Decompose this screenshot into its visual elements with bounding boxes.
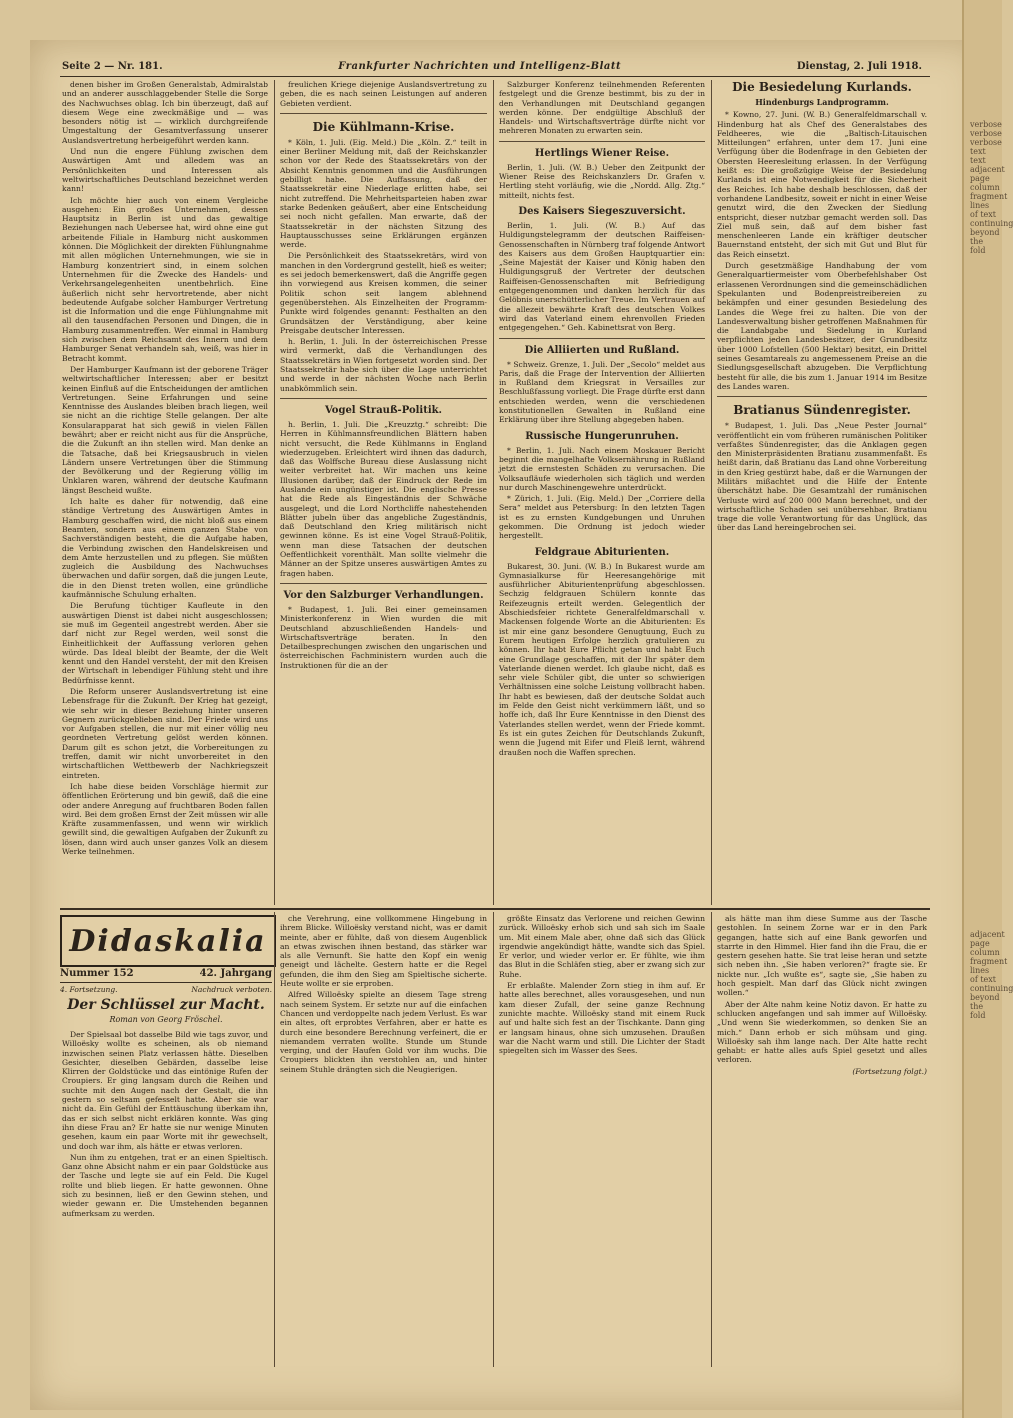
paragraph: Bukarest, 30. Juni. (W. B.) In Bukarest wurde am Gymnasialkurse für Heeresangehörige mit ausführlicher Abiturientenprüfung abgeschlossen. Sechzig feldgrauen Schülern konnte das Reifezeugnis erteilt werden. Gelegentlich der Abschiedsfeier richtete Generalfeldmarschall v. Mackensen folgende Worte an die Abiturienten: Es ist mir eine ganz besondere Genugtuung, Euch zu Eurem heutigen Erfolge herzlich gratulieren zu können. Ihr habt Eure Pflicht getan und habt Euch eine Grundlage geschaffen, mit der Ihr später dem Vaterlande dienen werdet. Ich glaube nicht, daß es sehr viele Schüler gibt, die unter so schwierigen Verhältnissen eine solche Leistung vollbracht haben. Ihr habt es bewiesen, daß der deutsche Soldat auch im Felde den Geist nicht verkümmern läßt, und so hoffe ich, daß Ihr Eure Kenntnisse in den Dienst des Vaterlandes stellen werdet, wenn der Friede kommt. Es ist ein gutes Zeichen für Deutschlands Zukunft, wenn die Jugend mit Eifer und Fleiß lernt, während draußen noch die Waffen sprechen. <box>499 561 705 757</box>
column-rule <box>493 80 494 905</box>
newspaper-name: Frankfurter Nachrichten und Intelligenz-Blatt <box>338 60 622 72</box>
paragraph: Salzburger Konferenz teilnehmenden Referenten festgelegt und die Grenze bestimmt, bis zu der in den Verhandlungen mit Deutschland gegangen werden könne. Der endgültige Abschluß der Handels- und Wirtschaftsverträge dürfte nicht vor mehreren Monaten zu erwarten sein. <box>499 80 705 136</box>
adjacent-page-edge: verbose verbose verbose text text adjacent page column fragment lines of text continuing beyond the fold adjacent page column fragment lines of text continuing beyond the fold <box>962 0 1002 1418</box>
masthead-info <box>60 968 272 979</box>
paragraph: * Köln, 1. Juli. (Eig. Meld.) Die „Köln. Z.“ teilt in einer Berliner Meldung mit, daß der Reichskanzler schon vor der Rede des Staatssekretärs von der Absicht Kenntnis genommen und die Ausführungen gebilligt habe. Die Auffassung, daß der Staatssekretär eine Niederlage erlitten habe, sei nicht zutreffend. Die Mehrheitsparteien haben zwar starke Bedenken geäußert, aber eine Entscheidung sei noch nicht gefallen. Man erwarte, daß der Staatssekretär in der nächsten Sitzung des Hauptausschusses seine Erklärungen ergänzen werde. <box>280 137 487 250</box>
headline-kuehlmann-krise: Die Kühlmann-Krise. <box>312 119 455 134</box>
paragraph: * Zürich, 1. Juli. (Eig. Meld.) Der „Corriere della Sera“ meldet aus Petersburg: In den letzten Tagen ist es zu ernsten Kundgebungen und Unruhen gekommen. Die Ordnung ist jedoch wieder hergestellt. <box>499 494 705 541</box>
subheadline: Hindenburgs Landprogramm. <box>755 97 889 107</box>
paragraph: Aber der Alte nahm keine Notiz davon. Er hatte zu schlucken angefangen und sah immer auf Willoësky. „Und wenn Sie wiederkommen, so denken Sie an mich.“ Dann erhob er sich mühsam und ging. Willoësky sah ihm lange nach. Der Alte hatte recht gehabt: er hatte alles aufs Spiel gesetzt und alles verloren. <box>717 999 927 1065</box>
column-rule <box>274 912 275 1367</box>
headline-salzburger: Vor den Salzburger Verhandlungen. <box>283 589 484 601</box>
serial-meta <box>60 985 272 994</box>
paragraph: Alfred Willoësky spielte an diesem Tage streng nach seinem System. Er setzte nur auf die einfachen Chancen und verdoppelte nach jedem Verlust. Es war ein altes, oft erprobtes Verfahren, aber er hatte es durch eine besondere Berechnung verfeinert, die er niemandem verraten wollte. Stunde um Stunde verging, und der Haufen Gold vor ihm wuchs. Die Croupiers blickten ihn verstohlen an, und hinter seinem Stuhle drängten sich die Neugierigen. <box>280 990 487 1074</box>
didaskalia-masthead: Didaskalia <box>60 915 276 967</box>
separator <box>280 113 487 114</box>
headline-vogel-strauss: Vogel Strauß-Politik. <box>324 404 443 416</box>
headline-kaiser: Des Kaisers Siegeszuversicht. <box>518 205 686 217</box>
feuilleton-column-2 <box>280 914 487 1368</box>
separator <box>717 396 927 397</box>
installment: 4. Fortsetzung. <box>60 985 118 994</box>
feuilleton-column-4 <box>717 914 927 1368</box>
paragraph: als hätte man ihm diese Summe aus der Tasche gestohlen. In seinem Zorne war er in den Park gegangen, hatte sich auf eine Bank geworfen und starrte in den Himmel. Hier fand ihn die Frau, die er gestern gesehen hatte. Sie trat leise heran und setzte sich neben ihn. „Sie haben verloren?“ fragte sie. Er nickte nur. „Ich wußte es“, sagte sie, „Sie haben zu hoch gespielt. Man darf das Glück nicht zwingen wollen.“ <box>717 914 927 998</box>
paragraph: Und nun die engere Fühlung zwischen dem Auswärtigen Amt und alledem was an Persönlichkeiten und Interessen als weltwirtschaftliches Deutschland bezeichnet werden kann! <box>62 147 268 194</box>
separator <box>499 338 705 339</box>
issue-date: Dienstag, 2. Juli 1918. <box>796 60 922 72</box>
article-column-1 <box>62 80 268 902</box>
paragraph: * Budapest, 1. Juli. Das „Neue Pester Journal“ veröffentlicht ein vom früheren rumänischen Politiker verfaßtes Sündenregister, das die Anklagen gegen den Ministerpräsidenten Bratianu zusammenfaßt. Es heißt darin, daß Bratianu das Land ohne Vorbereitung in den Krieg gestürzt habe, daß er die Warnungen der Militärs mißachtet und die Hilfe der Entente überschätzt habe. Die Gesamtzahl der rumänischen Verluste wird auf 200 000 Mann berechnet, und der wirtschaftliche Schaden sei unübersehbar. Bratianu trage die volle Verantwortung für das Unglück, das über das Land hereingebrochen sei. <box>717 421 927 533</box>
page-number: Seite 2 — Nr. 181. <box>62 60 163 72</box>
paragraph: che Verehrung, eine vollkommene Hingebung in ihrem Blicke. Willoësky verstand nicht, was er damit meinte, aber er fühlte, daß von diesem Augenblick an etwas zwischen ihnen bestand, das stärker war als alle Vernunft. Sie hatte den Kopf ein wenig geneigt und lächelte. Gestern hatte er die Regel gefunden, die ihm den Sieg am Spieltische sicherte. Heute wollte er sie erproben. <box>280 914 487 989</box>
serial-author: Roman von Georg Fröschel. <box>109 1015 223 1024</box>
paragraph: Ich habe diese beiden Vorschläge hiermit zur öffentlichen Erörterung und bin gewiß, daß die eine oder andere Anregung auf fruchtbaren Boden fallen wird. Bei dem großen Ernst der Zeit müssen wir alle Kräfte zusammenfassen, und wenn wir wirklich gewillt sind, die gewaltigen Aufgaben der Zukunft zu lösen, dann wird auch unser ganzes Volk an diesem Werke teilnehmen. <box>62 781 268 857</box>
paragraph: denen bisher im Großen Generalstab, Admiralstab und an anderer ausschlaggebender Stelle die Sorge des Nachwuchses oblag. Ich bin überzeugt, daß auf diesem Wege eine zweckmäßige und — was besonders nötig ist — wirklich durchgreifende Umgestaltung der Gesamtverfassung unserer Auslandsvertretung herbeigeführt werden kann. <box>62 80 268 145</box>
article-column-2 <box>280 80 487 902</box>
column-rule <box>711 912 712 1367</box>
masthead-rule <box>60 982 272 983</box>
headline-alliierte: Die Alliierten und Rußland. <box>524 344 680 356</box>
paragraph: Berlin, 1. Juli. (W. B.) Auf das Huldigungstelegramm der deutschen Raiffeisen-Genossenschaften in Nürnberg traf folgende Antwort des Kaisers aus dem Großen Hauptquartier ein: „Seine Majestät der Kaiser und König haben den Huldigungsgruß der Vertreter der deutschen Raiffeisen-Genossenschaften mit Befriedigung entgegengenommen und danken herzlich für das Gelöbnis unerschütterlicher Treue. Im Vertrauen auf die allezeit bewährte Kraft des deutschen Volkes wird das Vaterland einem ehrenvollen Frieden entgegengehen.“ Geh. Kabinettsrat von Berg. <box>499 220 705 333</box>
reprint-notice: Nachdruck verboten. <box>191 985 272 994</box>
running-header <box>62 58 922 74</box>
paragraph: Ich möchte hier auch von einem Vergleiche ausgehen: Ein großes Unternehmen, dessen Hauptsitz in Berlin ist und das gewaltige Beziehungen nach Uebersee hat, wird ohne eine gut arbeitende Filiale in Hamburg nicht auskommen können. Die Möglichkeit der direkten Fühlungnahme mit allen möglichen Unternehmungen, wie sie in Hamburg konzentriert sind, in einem solchen Unternehmen für die Zwecke des Handels- und Verkehrsangelegenheiten unentbehrlich. Eine äußerlich nicht sehr hervortretende, aber nicht bedeutende Aufgabe solcher Hamburger Vertretung ist die Information und die enge Fühlungnahme mit all den tausendfachen Personen und Dingen, die in Hamburg zusammentreffen. Wer einmal in Hamburg sich zwischen dem Reichsamt des Innern und dem Hamburger Senat verhandeln sah, weiß, was hier in Betracht kommt. <box>62 195 268 363</box>
paragraph: Berlin, 1. Juli. (W. B.) Ueber den Zeitpunkt der Wiener Reise des Reichskanzlers Dr. Grafen v. Hertling steht vorläufig, wie die „Nordd. Allg. Ztg.“ mitteilt, nichts fest. <box>499 162 705 200</box>
headline-bratianu: Bratianus Sündenregister. <box>733 403 911 418</box>
paragraph: Er erblaßte. Malender Zorn stieg in ihm auf. Er hatte alles berechnet, alles vorausgesehen, und nun kam dieser Zufall, der seine ganze Rechnung zunichte machte. Willoësky stand mit einem Ruck auf und halte sich fest an der Tischkante. Dann ging er langsam hinaus, ohne sich umzusehen. Draußen war die Nacht warm und still. Die Lichter der Stadt spiegelten sich im Wasser des Sees. <box>499 981 705 1056</box>
paragraph: größte Einsatz das Verlorene und reichen Gewinn zurück. Willoësky erhob sich und sah sich im Saale um. Mit einem Male aber, ohne daß sich das Glück irgendwie angekündigt hätte, wandte sich das Spiel. Er verlor, und wieder verlor er. Er fühlte, wie ihm das Blut in die Schläfen stieg, aber er zwang sich zur Ruhe. <box>499 914 705 979</box>
column-rule <box>493 912 494 1367</box>
serial-title: Der Schlüssel zur Macht. <box>67 997 265 1013</box>
continuation-note: (Fortsetzung folgt.) <box>852 1066 927 1076</box>
column-rule <box>274 80 275 905</box>
feuilleton-column-3 <box>499 914 705 1368</box>
article-column-4 <box>717 80 927 902</box>
column-rule <box>711 80 712 905</box>
paragraph: Ich halte es daher für notwendig, daß eine ständige Vertretung des Auswärtigen Amtes in Hamburg geschaffen wird, die nicht bloß aus einem Beamten, sondern aus einem ganzen Stabe von Sachverständigen besteht, die die Aufgabe haben, die Verbindung zwischen den Handelskreisen und dem Amte herzustellen und zu pflegen. Sie müßten zugleich die Ausbildung des Nachwuchses überwachen und dafür sorgen, daß die jungen Leute, die in den Dienst treten wollen, eine gründliche kaufmännische Schulung erhalten. <box>62 497 268 600</box>
separator <box>280 583 487 584</box>
volume-year: 42. Jahrgang <box>199 968 272 979</box>
paragraph: Die Reform unserer Auslandsvertretung ist eine Lebensfrage für die Zukunft. Der Krieg hat gezeigt, wie sehr wir in dieser Beziehung hinter unseren Gegnern zurückgeblieben sind. Der Friede wird uns vor Aufgaben stellen, die nur mit einer völlig neu geordneten Vertretung gelöst werden können. Darum gilt es schon jetzt, die Vorbereitungen zu treffen, damit wir nicht unvorbereitet in den wirtschaftlichen Wettbewerb der Nachkriegszeit eintreten. <box>62 687 268 780</box>
paragraph: Durch gesetzmäßige Handhabung der vom Generalquartiermeister vom Oberbefehlshaber Ost erlassenen Verordnungen sind die gemeinschädlichen Spekulanten und Bodenpreistreibereien zu bekämpfen und einer gesunden Besiedelung des Landes die Wege frei zu halten. Die von der Landesverwaltung bisher getroffenen Maßnahmen für die Landabgabe und Siedelung in Kurland verpflichten jeden Landesbesitzer, der Grundbesitz über 1000 Lofstellen (500 Hektar) besitzt, ein Drittel seines Gesamtareals zu angemessenem Preise an die Siedlungsgesellschaft abzugeben. Die Verpflichtung besteht für alle, die bis zum 1. Januar 1914 im Besitze des Landes waren. <box>717 261 927 391</box>
paragraph: h. Berlin, 1. Juli. Die „Kreuzztg.“ schreibt: Die Herren in Kühlmannsfreundlichen Blättern haben nicht versucht, die Rede Kühlmanns in England wiederzugeben. Erleichtert wird ihnen das dadurch, daß das Wolffsche Bureau diese Auslassung nicht weiter verbreitet hat. Wir machen uns keine Illusionen darüber, daß der Eindruck der Rede im Auslande ein ungünstiger ist. Die englische Presse hat die Rede als Eingeständnis der Schwäche ausgelegt, und die Lord Northcliffe nahestehenden Blätter jubeln über das angebliche Zugeständnis, daß Deutschland den Krieg militärisch nicht gewinnen könne. Es ist eine Vogel Strauß-Politik, wenn man diese Tatsachen der deutschen Oeffentlichkeit vorenthält. Man sollte vielmehr die Männer an der Spitze unseres auswärtigen Amtes zu fragen haben. <box>280 419 487 578</box>
article-column-3 <box>499 80 705 902</box>
headline-kurland: Die Besiedelung Kurlands. <box>732 80 912 94</box>
headline-hungerunruhen: Russische Hungerunruhen. <box>525 430 679 442</box>
feuilleton-rule <box>60 908 930 910</box>
paragraph: freulichen Kriege diejenige Auslandsvertretung zu geben, die es nach seinen Leistungen auf anderen Gebieten verdient. <box>280 80 487 108</box>
paragraph: h. Berlin, 1. Juli. In der österreichischen Presse wird vermerkt, daß die Verhandlungen des Staatssekretärs in Wien fortgesetzt worden sind. Der Staatssekretär habe sich über die Lage unterrichtet und werde in der nächsten Woche nach Berlin unabkömmlich sein. <box>280 337 487 393</box>
paragraph: Der Hamburger Kaufmann ist der geborene Träger weltwirtschaftlicher Interessen; aber er besitzt keinen Einfluß auf die Entscheidungen der amtlichen Vertretungen. Seine Erfahrungen und seine Kenntnisse des Auslandes bleiben brach liegen, weil sie nicht an die richtige Stelle gelangen. Der alte Konsularapparat hat sich gewiß in vielen Fällen bewährt; aber er reicht nicht aus für die Ansprüche, die die Zukunft an ihn stellen wird. Man denke an die Tatsache, daß bei Kriegsausbruch in vielen Ländern unsere Vertretungen über die Stimmung der Bevölkerung und der Regierung völlig im Unklaren waren, während der deutsche Kaufmann längst Bescheid wußte. <box>62 364 268 495</box>
paragraph: Der Spielsaal bot dasselbe Bild wie tags zuvor, und Willoësky wollte es scheinen, als ob niemand inzwischen seinen Platz verlassen hätte. Dieselben Gesichter, dieselben Gebärden, dasselbe leise Klirren der Goldstücke und das eintönige Rufen der Croupiers. Er ging langsam durch die Reihen und suchte mit den Augen nach der Gestalt, die ihn gestern so seltsam gefesselt hatte. Aber sie war nicht da. Ein Gefühl der Enttäuschung überkam ihn, das er sich selbst nicht erklären konnte. Was ging ihn diese Frau an? Er hatte sie nur wenige Minuten gesehen, kaum ein paar Worte mit ihr gewechselt, und doch war ihm, als hätte er etwas verloren. <box>62 1030 268 1151</box>
paragraph: Die Persönlichkeit des Staatssekretärs, wird von manchen in den Vordergrund gestellt, hieß es weiter; es sei jedoch bemerkenswert, daß die Angriffe gegen ihn vorwiegend aus Kreisen kommen, die seiner Politik schon seit langem ablehnend gegenüberstehen. Als Einzelheiten der Programm-Punkte wird folgendes genannt: Festhalten an den Grundsätzen der Verständigung, aber keine Preisgabe deutscher Interessen. <box>280 251 487 335</box>
separator <box>499 141 705 142</box>
paragraph: Nun ihm zu entgehen, trat er an einen Spieltisch. Ganz ohne Absicht nahm er ein paar Goldstücke aus der Tasche und legte sie auf ein Feld. Die Kugel rollte und blieb liegen. Er hatte gewonnen. Ohne sich zu besinnen, ließ er den Gewinn stehen, und wieder gewann er. Die Umstehenden begannen aufmerksam zu werden. <box>62 1152 268 1218</box>
feuilleton-column-1 <box>62 1030 268 1368</box>
separator <box>280 398 487 399</box>
header-rule <box>60 76 930 77</box>
headline-hertling: Hertlings Wiener Reise. <box>534 147 670 159</box>
paragraph: * Budapest, 1. Juli. Bei einer gemeinsamen Ministerkonferenz in Wien wurden die mit Deutschland abzuschließenden Handels- und Wirtschaftsverträge beraten. In den Detailbesprechungen zwischen den ungarischen und österreichischen Fachministern wurden auch die Instruktionen für die an der <box>280 604 487 670</box>
paragraph: * Kowno, 27. Juni. (W. B.) Generalfeldmarschall v. Hindenburg hat als Chef des Generalstabes des Feldheeres, wie die „Baltisch-Litauischen Mitteilungen“ erfahren, unter dem 17. Juni eine Verfügung über die Bodenfrage in den Gebieten der Obersten Heeresleitung erlassen. In der Verfügung heißt es: Die großzügige Weise der Besiedelung Kurlands ist eine Notwendigkeit für die Sicherheit des Reiches. Ich habe deshalb beschlossen, daß der vorhandene Landbesitz, soweit er nicht in einer Weise genutzt wird, die den Zwecken der Siedlung entspricht, dieser nutzbar gemacht werden soll. Das Ziel muß sein, daß auf dem bisher fast menschenleeren Lande ein kräftiger deutscher Bauernstand entsteht, der sich mit Gut und Blut für das Reich einsetzt. <box>717 110 927 259</box>
paragraph: Die Berufung tüchtiger Kaufleute in den auswärtigen Dienst ist dabei nicht ausgeschlossen; sie muß im Gegenteil angestrebt werden. Aber sie darf nicht zur Regel werden, weil sonst die Einheitlichkeit der Auffassung verloren gehen würde. Das Ideal bleibt der Beamte, der die Welt kennt und den Handel versteht, der mit den Kreisen der Wirtschaft in lebendiger Fühlung steht und ihre Bedürfnisse kennt. <box>62 601 268 685</box>
headline-abiturienten: Feldgraue Abiturienten. <box>534 546 670 558</box>
issue-number: Nummer 152 <box>60 968 134 979</box>
paragraph: * Schweiz. Grenze, 1. Juli. Der „Secolo“ meldet aus Paris, daß die Frage der Intervention der Alliierten in Rußland dem Kriegsrat in Versailles zur Beschlußfassung vorliegt. Die Frage dürfte erst dann entschieden werden, wenn die verschiedenen konstitutionellen Gewalten in Rußland eine Erklärung über ihre Stellung abgegeben haben. <box>499 359 705 425</box>
paragraph: * Berlin, 1. Juli. Nach einem Moskauer Bericht beginnt die mangelhafte Volksernährung in Rußland jetzt die ernstesten Schäden zu verursachen. Die Volksaufläufe wiederholen sich täglich und werden nur durch Maschinengewehre unterdrückt. <box>499 445 705 492</box>
